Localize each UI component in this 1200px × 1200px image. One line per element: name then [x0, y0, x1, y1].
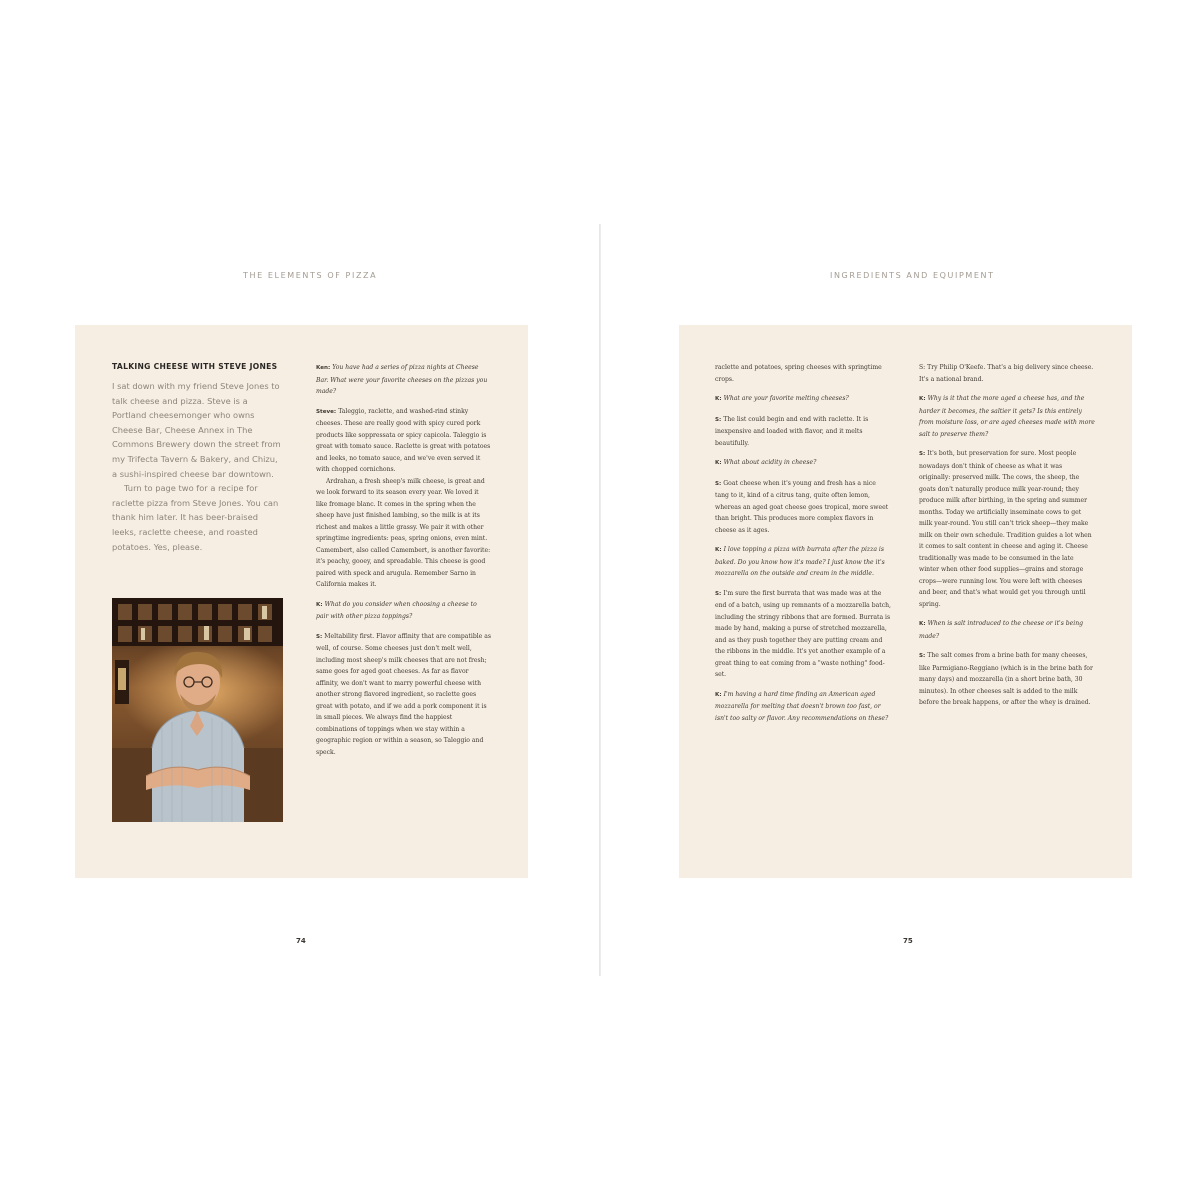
speaker-label: S:	[715, 590, 722, 597]
question	[919, 393, 1095, 440]
answer-text: It's both, but preservation for sure. Most people nowadays don't think of cheese as what it was originally: preserved milk. The cows, the sheep, the goats don't naturally produce milk year-round; they produce milk after birthing, in the spring and summer months. Today we artificially inseminate cows to get milk year-round. You still can't trick sheep—they make milk on their own schedule. Tradition guides a lot when it comes to salt content in cheese and aging it. Cheese traditionally was made to be consumed in the late winter when other food supplies—grains and storage crops—were running low. You were left with cheeses and beer, and that's what would get you through until spring.	[919, 450, 1092, 608]
speaker-label: Steve:	[316, 408, 337, 415]
question-text: What about acidity in cheese?	[723, 459, 817, 466]
answer-continued: raclette and potatoes, spring cheeses with springtime crops.	[715, 364, 882, 383]
speaker-label: K:	[715, 460, 722, 466]
answer	[715, 588, 891, 681]
speaker-label: S:	[316, 633, 323, 640]
answer	[316, 631, 491, 759]
question-text: I love topping a pizza with burrata after the pizza is baked. Do you know how it's made? I just know the it's mozzarella on the outside and cream in the middle.	[715, 546, 885, 577]
answer-text: Taleggio, raclette, and washed-rind stinky cheeses. These are really good with spicy cured pork products like soppressata or spicy capicola. Taleggio is great with tomato sauce. Raclette is great with potatoes and leeks, no tomato sauce, and we've even served it with chopped cornichons.	[316, 407, 491, 473]
question	[715, 544, 891, 580]
interview-column-left	[316, 362, 491, 766]
page-number-left: 74	[296, 937, 306, 945]
answer-continued: Ardrahan, a fresh sheep's milk cheese, is great and we look forward to its season every year. We loved it like fromage blanc. It comes in the spring when the sheep have just finished lambing, so the milk is at its richest and makes a little grassy. We pair it with other springtime ingredients: peas, spring onions, even mint. Camembert, also called Camembert, is another favorite: it's peachy, gooey, and spreadable. This cheese is good paired with speck and arugula. Remember Sarno in California makes it.	[316, 477, 491, 588]
answer-text: Meltability first. Flavor affinity that are compatible as well, of course. Some cheeses just don't melt well, including most sheep's milk cheeses that are not fresh; same goes for aged goat cheeses. As far as flavor affinity, we don't want to marry powerful cheese with another strong flavored ingredient, so raclette goes great with potato, and if we add a pork component it is in small pieces. We always find the happiest combinations of toppings when we stay within a geographic region or within a season, so Taleggio and speck.	[316, 632, 491, 756]
running-head-right: INGREDIENTS AND EQUIPMENT	[830, 271, 995, 280]
question-text: I'm having a hard time finding an American aged mozzarella for melting that doesn't brown too fast, or isn't too salty or flavor. Any recommendations on these?	[715, 690, 889, 722]
sidebar-title: TALKING CHEESE WITH STEVE JONES	[112, 362, 278, 371]
question	[919, 618, 1095, 642]
speaker-label: S:	[919, 653, 926, 659]
speaker-label: S:	[715, 416, 722, 423]
speaker-label: S:	[919, 451, 926, 457]
interview-column-right-a	[715, 362, 891, 732]
speaker-label: K:	[316, 601, 323, 608]
question	[715, 393, 891, 406]
question-text: You have had a series of pizza nights at Cheese Bar. What were your favorite cheeses on the pizzas you made?	[316, 364, 488, 395]
right-page	[600, 0, 1200, 1200]
sidebar-column	[112, 362, 284, 554]
running-head-left: THE ELEMENTS OF PIZZA	[243, 271, 378, 280]
answer	[316, 406, 491, 476]
answer-text: The salt comes from a brine bath for many cheeses, like Parmigiano-Reggiano (which is in the brine bath for many days) and mozzarella (in a short brine bath, 30 minutes). In other cheeses salt is added to the milk before the break happens, or after the whey is drained.	[919, 652, 1093, 706]
answer	[715, 478, 891, 537]
speaker-label: Ken:	[316, 365, 331, 371]
answer-text: The list could begin and end with raclette. It is inexpensive and loaded with flavor, and it melts beautifully.	[715, 415, 869, 447]
answer	[715, 414, 891, 450]
speaker-label: K:	[919, 396, 926, 402]
steve-jones-photo	[112, 598, 283, 822]
question-text: When is salt introduced to the cheese or it's being made?	[919, 620, 1084, 640]
answer-continued: S: Try Philip O'Keefe. That's a big delivery since cheese. It's a national brand.	[919, 364, 1094, 383]
question-text: Why is it that the more aged a cheese has, and the harder it becomes, the saltier it gets? Is this entirely from moisture loss, or are aged cheeses made with more salt to preserve them?	[919, 395, 1095, 438]
question	[715, 689, 891, 725]
speaker-label: K:	[715, 396, 722, 402]
steve-jones-portrait-image	[112, 598, 283, 822]
question	[316, 362, 491, 398]
speaker-label: K:	[715, 691, 722, 698]
speaker-label: S:	[715, 480, 722, 487]
question	[316, 599, 491, 623]
question	[715, 457, 891, 470]
sidebar-intro-paragraph: I sat down with my friend Steve Jones to talk cheese and pizza. Steve is a Portland cheesemonger who owns Cheese Bar, Cheese Annex in The Commons Brewery down the street from my Trifecta Tavern & Bakery, and Chizu, a sushi-inspired cheese bar downtown.	[112, 381, 281, 479]
page-number-right: 75	[903, 937, 913, 945]
answer	[919, 448, 1095, 610]
speaker-label: K:	[715, 547, 722, 553]
interview-column-right-b	[919, 362, 1095, 717]
answer-text: Goat cheese when it's young and fresh has a nice tang to it, kind of a citrus tang, quite often lemon, whereas an aged goat cheese goes tropical, more sweet than bright. This produces more complex flavors in cheese as it ages.	[715, 479, 889, 534]
sidebar-intro-paragraph-2: Turn to page two for a recipe for raclette pizza from Steve Jones. You can thank him later. It has beer-braised leeks, raclette cheese, and roasted potatoes. Yes, please.	[112, 483, 279, 552]
question-text: What are your favorite melting cheeses?	[723, 395, 849, 402]
answer-text: I'm sure the first burrata that was made was at the end of a batch, using up remnants of a mozzarella batch, including the stringy ribbons that are formed. Burrata is made by hand, making a purse of stretched mozzarella, and as they push together they are putting cream and the ribbons in the middle. It's yet another example of a great thing to eat coming from a "waste nothing" food-set.	[715, 589, 891, 678]
speaker-label: K:	[919, 621, 926, 627]
question-text: What do you consider when choosing a cheese to pair with other pizza toppings?	[316, 600, 477, 620]
answer	[919, 650, 1095, 709]
